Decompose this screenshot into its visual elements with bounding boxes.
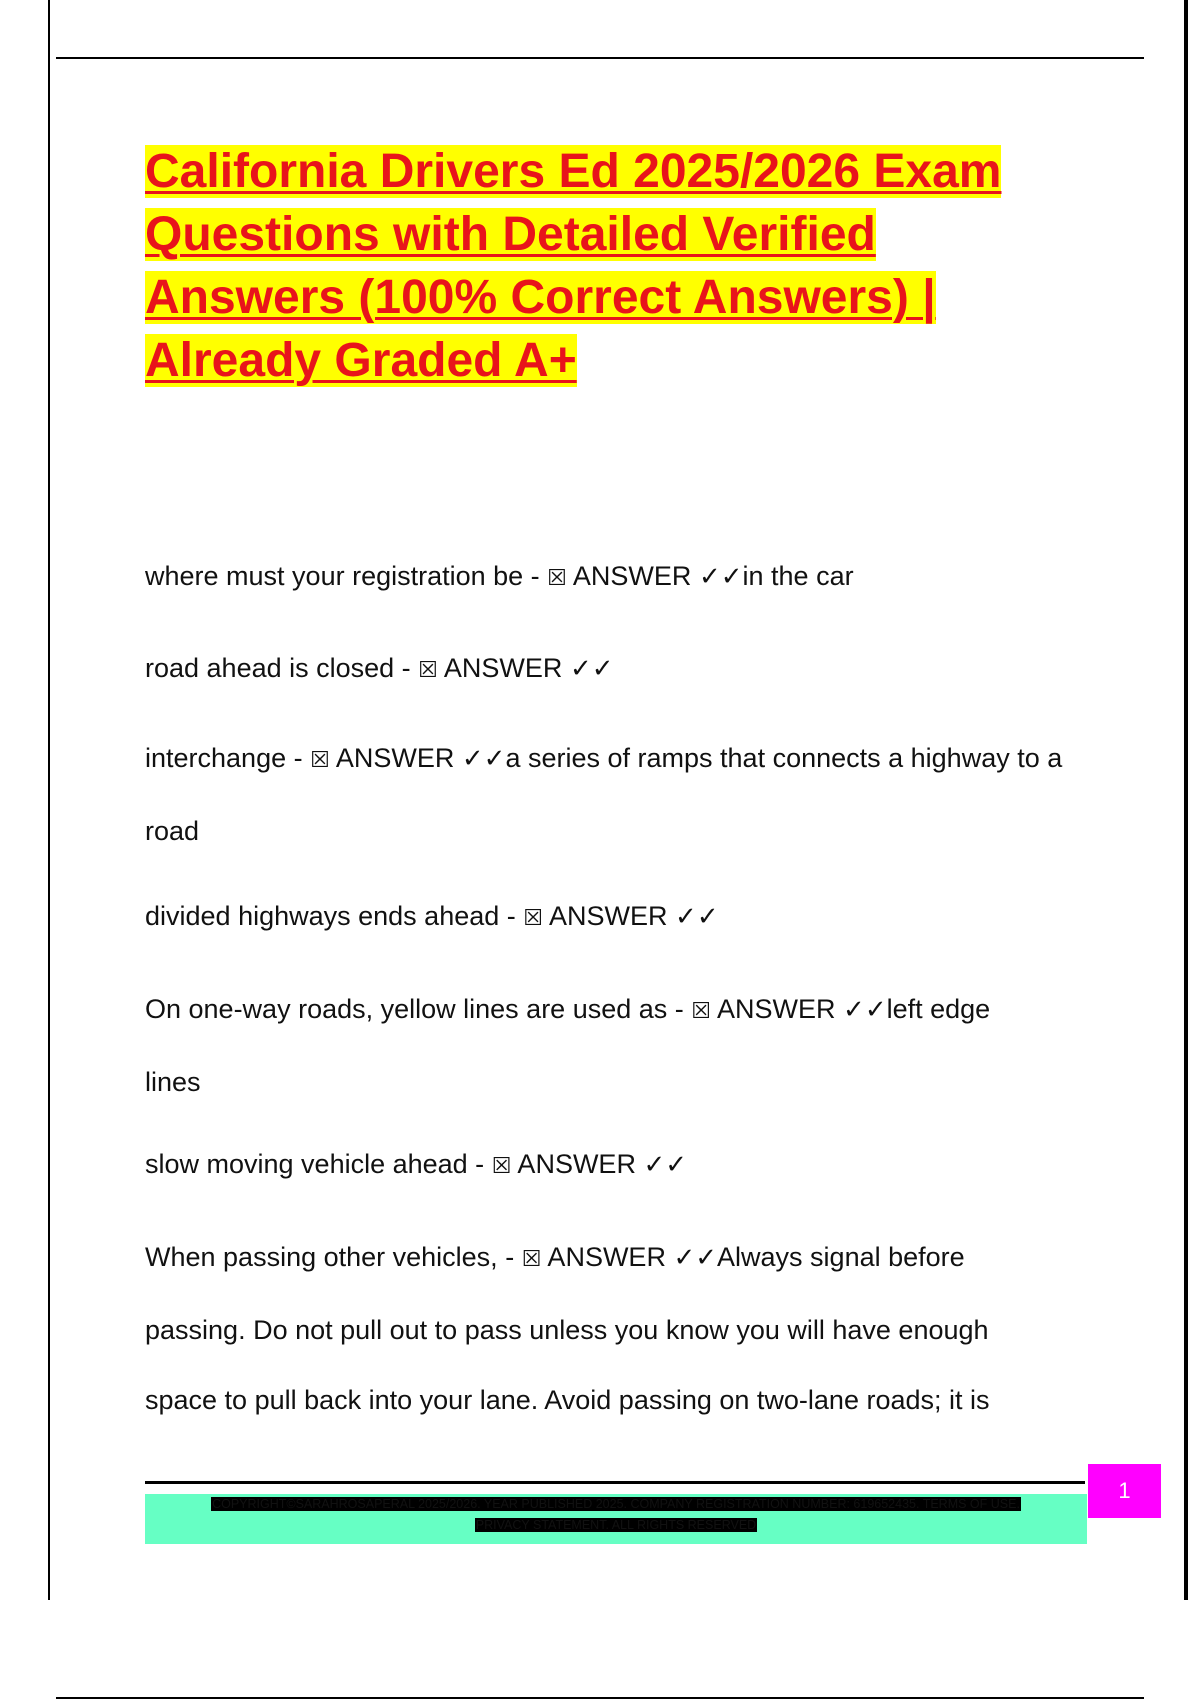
answer-label: ANSWER bbox=[511, 1149, 644, 1179]
qa-item bbox=[145, 1129, 1105, 1202]
qa-item bbox=[145, 633, 1105, 706]
title-line: Questions with Detailed Verified bbox=[145, 208, 876, 261]
missing-glyph-icon: ☒ bbox=[691, 999, 711, 1024]
answer-text: a series of ramps that connects a highway to a road bbox=[145, 743, 1070, 846]
question-text: where must your registration be - bbox=[145, 561, 548, 591]
double-check-icon: ✓✓ bbox=[843, 995, 887, 1025]
header-rule bbox=[56, 57, 1144, 59]
qa-item bbox=[145, 1222, 1045, 1435]
page-number-badge: 1 bbox=[1088, 1464, 1161, 1518]
answer-text: left edge lines bbox=[145, 994, 998, 1097]
copyright-line: PRIVACY STATEMENT. ALL RIGHTS RESERVED bbox=[475, 1518, 757, 1532]
missing-glyph-icon: ☒ bbox=[523, 906, 543, 931]
answer-label: ANSWER bbox=[543, 901, 676, 931]
double-check-icon: ✓✓ bbox=[673, 1243, 718, 1273]
question-text: slow moving vehicle ahead - bbox=[145, 1149, 492, 1179]
answer-text: in the car bbox=[742, 561, 854, 591]
double-check-icon: ✓✓ bbox=[675, 902, 719, 932]
qa-item bbox=[145, 974, 1045, 1117]
answer-label: ANSWER bbox=[329, 743, 462, 773]
page-border-right bbox=[1184, 0, 1188, 1600]
qa-item bbox=[145, 723, 1095, 866]
question-text: road ahead is closed - bbox=[145, 653, 419, 683]
footer-rule bbox=[145, 1481, 1085, 1484]
answer-text: Always signal before passing. Do not pull out to pass unless you know you will have enough space to pull back into your lane. Avoid passing on two-lane roads; it is bbox=[145, 1242, 997, 1415]
title-line: Answers (100% Correct Answers) | bbox=[145, 271, 936, 324]
next-page-rule bbox=[56, 1697, 1144, 1699]
page-border-left bbox=[48, 0, 50, 1600]
missing-glyph-icon: ☒ bbox=[310, 748, 330, 773]
missing-glyph-icon: ☒ bbox=[418, 658, 438, 683]
missing-glyph-icon: ☒ bbox=[491, 1154, 512, 1179]
copyright-line: COPYRIGHT©SARAHROSAPERAL 2025/2026. YEAR PUBLISHED 2025. COMPANY REGISTRATION NUMBER: 619652435. TERMS OF USE. bbox=[212, 1497, 1020, 1511]
answer-label: ANSWER bbox=[437, 653, 570, 683]
title-line: Already Graded A+ bbox=[145, 334, 577, 387]
double-check-icon: ✓✓ bbox=[698, 562, 743, 592]
question-text: divided highways ends ahead - bbox=[145, 901, 524, 931]
question-text: When passing other vehicles, - bbox=[145, 1242, 522, 1272]
answer-label: ANSWER bbox=[711, 994, 844, 1024]
document-title bbox=[145, 140, 1045, 392]
qa-item bbox=[145, 541, 1105, 614]
title-line: California Drivers Ed 2025/2026 Exam bbox=[145, 145, 1002, 198]
missing-glyph-icon: ☒ bbox=[521, 1247, 542, 1272]
double-check-icon: ✓✓ bbox=[643, 1150, 688, 1180]
qa-item bbox=[145, 881, 1105, 954]
question-text: interchange - bbox=[145, 743, 311, 773]
copyright-footer bbox=[145, 1494, 1087, 1544]
question-text: On one-way roads, yellow lines are used as - bbox=[145, 994, 692, 1024]
answer-label: ANSWER bbox=[566, 561, 699, 591]
answer-label: ANSWER bbox=[541, 1242, 674, 1272]
double-check-icon: ✓✓ bbox=[569, 654, 614, 684]
double-check-icon: ✓✓ bbox=[461, 744, 506, 774]
missing-glyph-icon: ☒ bbox=[547, 566, 567, 591]
